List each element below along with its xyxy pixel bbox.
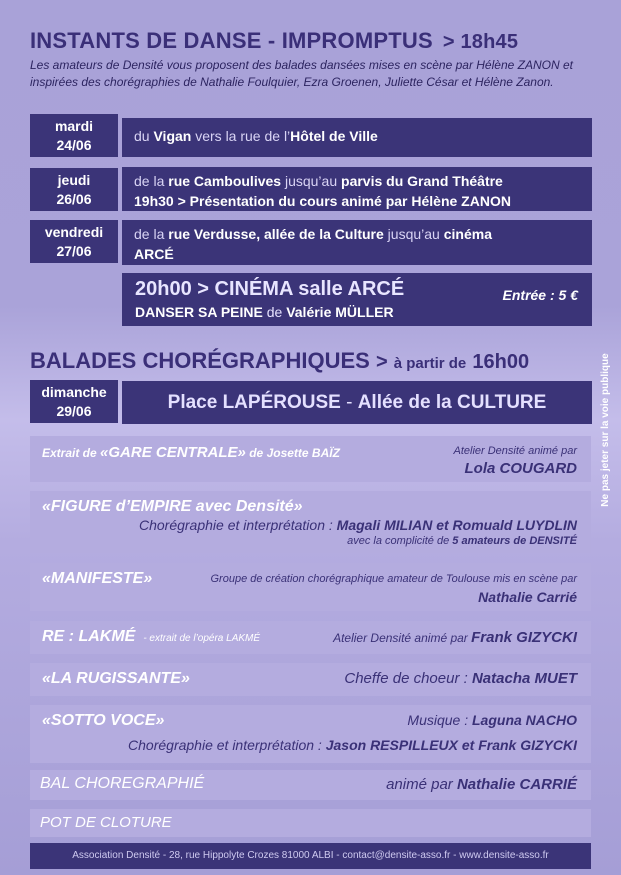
side-note-text: Ne pas jeter sur la voie publique — [600, 353, 611, 507]
event-text: de la — [134, 173, 169, 189]
instants-title — [30, 28, 518, 54]
figure-artists: Magali MILIAN et Romuald LUYDLIN — [336, 517, 577, 533]
event-date: 29/06 — [56, 402, 92, 419]
gare-title: «GARE CENTRALE» — [100, 444, 246, 461]
event-date: 26/06 — [56, 190, 92, 207]
event-day: vendredi — [44, 223, 104, 240]
lakme-heading — [42, 628, 260, 646]
item-pot — [30, 809, 591, 837]
figure-role: Chorégraphie et interprétation : — [138, 517, 337, 533]
event-presentation: 19h30 > Présentation du cours animé par Hélène ZANON — [134, 193, 511, 209]
cinema-title: 20h00 > CINÉMA salle ARCÉ — [135, 278, 405, 300]
sotto-credit — [128, 737, 577, 753]
place-sep: - — [340, 392, 358, 413]
lakme-credit-text: Atelier Densité animé par — [333, 631, 472, 645]
bal-role: animé par — [386, 776, 457, 793]
gare-post: de Josette BAÏZ — [245, 446, 340, 460]
sotto-musician: Laguna NACHO — [472, 712, 577, 728]
sotto-music-label: Musique : — [407, 712, 472, 728]
balades-time: 16h00 — [472, 351, 530, 373]
gare-pre: Extrait de — [42, 446, 101, 460]
item-sotto-voce — [30, 705, 591, 763]
manifeste-credit: Groupe de création chorégraphique amateur de Toulouse mis en scène par — [210, 573, 577, 585]
event-place: cinéma — [443, 226, 492, 242]
balades-gt: > — [375, 351, 388, 373]
item-rugissante — [30, 663, 591, 696]
date-box-dimanche — [30, 380, 118, 423]
cinema-film — [135, 304, 579, 320]
event-day: jeudi — [57, 171, 91, 188]
event-text: vers la rue de l’ — [191, 128, 291, 144]
event-place: Vigan — [153, 128, 192, 144]
figure-amateurs: 5 amateurs de DENSITÉ — [452, 535, 577, 547]
balades-title — [30, 348, 529, 374]
figure-credit — [139, 517, 577, 533]
rugissante-role: Cheffe de choeur : — [344, 670, 472, 687]
event-date: 27/06 — [56, 242, 92, 259]
item-bal — [30, 770, 591, 800]
figure-complicity-text: avec la complicité de — [347, 535, 453, 547]
event-place: rue Verdusse, allée de la Culture — [168, 226, 384, 242]
rugissante-credit — [344, 670, 577, 687]
event-text: de la — [134, 226, 169, 242]
bal-artist: Nathalie CARRIÉ — [456, 776, 577, 793]
lakme-sub: - extrait de l’opéra LAKMÉ — [143, 633, 261, 644]
place-alley: Allée de la CULTURE — [357, 392, 547, 413]
event-text: jusqu’au — [281, 173, 342, 189]
pot-title: POT DE CLOTURE — [40, 814, 172, 831]
place-name: Place LAPÉROUSE — [167, 392, 341, 413]
figure-complicity — [347, 535, 577, 547]
event-place: parvis du Grand Théâtre — [341, 173, 503, 189]
rugissante-title: «LA RUGISSANTE» — [42, 670, 190, 687]
item-gare-centrale — [30, 436, 591, 482]
item-figure-empire — [30, 491, 591, 553]
manifeste-artist: Nathalie Carrié — [478, 589, 577, 605]
instants-time: > 18h45 — [442, 31, 519, 53]
lakme-credit — [333, 629, 577, 647]
balades-title-text: BALADES CHORÉGRAPHIQUES — [30, 348, 370, 373]
bal-title: BAL CHOREGRAPHIÉ — [40, 775, 205, 792]
bal-credit — [386, 776, 577, 793]
cinema-price: Entrée : 5 € — [502, 287, 578, 303]
manifeste-title: «MANIFESTE» — [42, 570, 153, 587]
item-manifeste — [30, 563, 591, 611]
item-lakme — [30, 621, 591, 654]
event-text: du — [134, 128, 154, 144]
instants-title-text: INSTANTS DE DANSE - IMPROMPTUS — [30, 28, 433, 53]
gare-artist: Lola COUGARD — [464, 460, 577, 477]
film-title: DANSER SA PEINE — [135, 304, 263, 320]
event-day: dimanche — [41, 383, 107, 400]
sotto-title: «SOTTO VOCE» — [42, 712, 165, 729]
sotto-artists: Jason RESPILLEUX et Frank GIZYCKI — [325, 737, 577, 753]
event-row-vendredi — [122, 220, 592, 265]
gare-credit: Atelier Densité animé par — [453, 445, 577, 457]
side-note — [600, 330, 616, 530]
event-date: 24/06 — [56, 136, 92, 153]
event-place: rue Camboulives — [168, 173, 282, 189]
instants-intro: Les amateurs de Densité vous proposent des balades dansées mises en scène par Hélène ZANON et inspirées des chorégraphies de Nathalie Foulquier, Ezra Groenen, Juliette César et Hélène Zanon. — [30, 58, 573, 89]
sotto-music — [407, 712, 577, 728]
figure-title: «FIGURE d’EMPIRE avec Densité» — [42, 498, 303, 515]
event-place: Hôtel de Ville — [290, 128, 378, 144]
date-box-vendredi — [30, 220, 118, 263]
film-director: Valérie MÜLLER — [286, 304, 394, 320]
event-row-mardi — [122, 118, 592, 157]
place-box — [122, 381, 592, 424]
cinema-box — [122, 273, 592, 326]
sotto-role: Chorégraphie et interprétation : — [128, 737, 326, 753]
event-text: jusqu’au — [383, 226, 444, 242]
balades-from: à partir de — [393, 355, 467, 372]
lakme-title: RE : LAKMÉ — [42, 628, 136, 645]
date-box-jeudi — [30, 168, 118, 211]
gare-heading — [42, 444, 340, 461]
film-de: de — [262, 304, 287, 320]
lakme-artist: Frank GIZYCKI — [471, 629, 577, 646]
footer: Association Densité - 28, rue Hippolyte Crozes 81000 ALBI - contact@densite-asso.fr - www.densite-asso.fr — [30, 843, 591, 869]
event-day: mardi — [54, 117, 94, 134]
rugissante-artist: Natacha MUET — [471, 670, 577, 687]
date-box-mardi — [30, 114, 118, 157]
event-place: ARCÉ — [134, 246, 174, 262]
event-row-jeudi — [122, 167, 592, 211]
